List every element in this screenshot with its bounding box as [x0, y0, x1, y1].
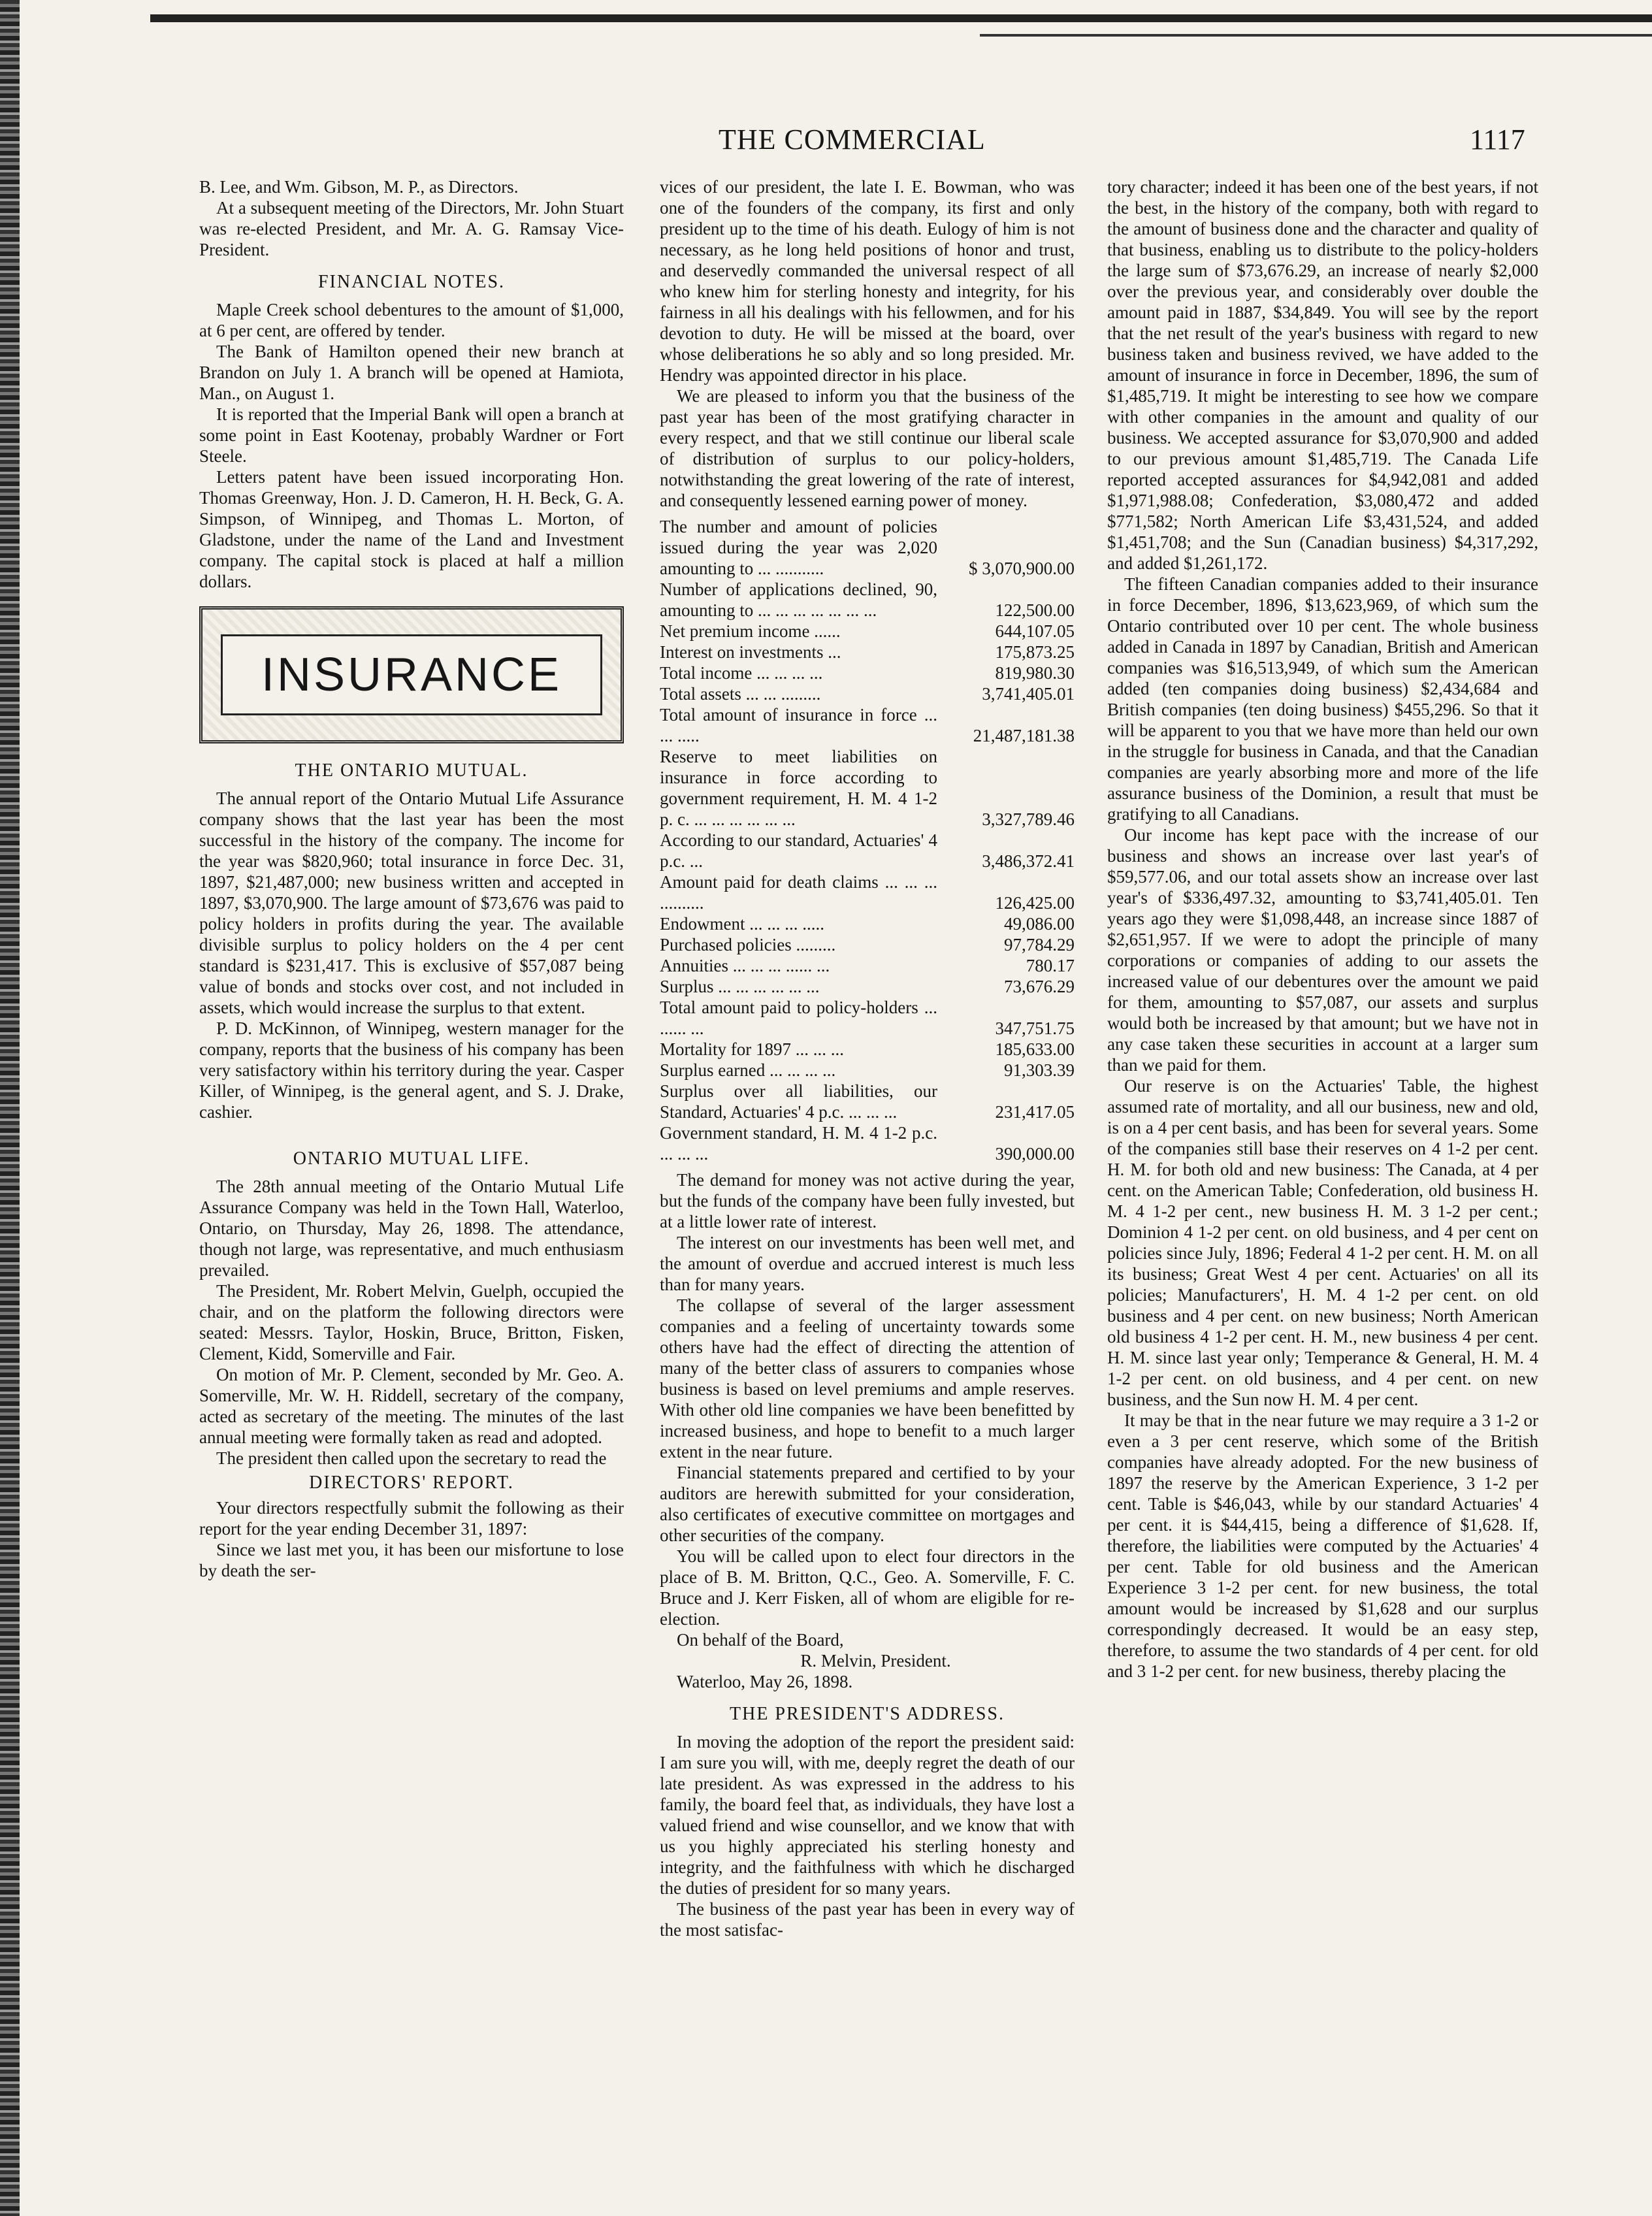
financial-row	[660, 621, 1075, 642]
column-3	[1107, 176, 1538, 1682]
financial-row-label: Government standard, H. M. 4 1-2 p.c. ... ... ...	[660, 1123, 937, 1164]
signature-line: On behalf of the Board,	[677, 1630, 844, 1650]
paragraph: It may be that in the near future we may require a 3 1-2 or even a 3 per cent reserve, which some of the British companies have already adopted. For the new business of 1897 the reserve by the American Experience, 3 1-2 per cent. Table is $46,043, while by our standard Actuaries' 4 per cent. it is $44,415, being a difference of $1,628. If, therefore, the liabilities were computed by the Actuaries' 4 per cent. Table for old business and the American Experience 3 1-2 per cent. for new business, the total amount would be increased by $1,628 and our surplus correspondingly decreased. It would be an easy step, therefore, to assume the two standards of 4 per cent. for old and 3 1-2 per cent. for new business, thereby placing the	[1107, 1410, 1538, 1681]
financial-row	[660, 704, 1075, 746]
financial-row-label: Annuities ... ... ... ...... ...	[660, 956, 830, 975]
financial-row-amount: 347,751.75	[995, 1018, 1075, 1038]
financial-row-label: Surplus ... ... ... ... ... ...	[660, 977, 820, 996]
financial-row-label: Total assets ... ... .........	[660, 684, 821, 704]
financial-row-amount: 97,784.29	[1004, 935, 1075, 954]
paragraph: Our reserve is on the Actuaries' Table, the highest assumed rate of mortality, and all our business, new and old, is on a 4 per cent basis, and has been for several years. Some of the companies still base their reserves on 4 1-2 per cent. H. M. for both old and new business: The Canada, at 4 per cent. on the American Table; Confederation, old business H. M. 4 1-2 per cent., new business H. M. 3 1-2 per cent.; Dominion 4 1-2 per cent. on old business, and 4 per cent on policies since July, 1896; Federal 4 1-2 per cent. H. M. on all its business; Great West 4 per cent. Actuaries' on all its policies; Manufacturers', H. M. 4 1-2 per cent. on old business and 4 per cent. on new business; North American old business 4 1-2 per cent. H. M., new business 4 per cent. H. M. since last year only; Temperance & General, H. M. 4 1-2 per cent. on old business, and 4 per cent. on new business, and the Sun now H. M. 4 per cent.	[1107, 1076, 1538, 1409]
financial-row-label: Net premium income ......	[660, 621, 841, 641]
financial-row-label: Purchased policies .........	[660, 935, 836, 954]
publication-title: THE COMMERCIAL	[719, 123, 986, 155]
financial-row	[660, 579, 1075, 621]
insurance-banner	[199, 606, 624, 743]
section-heading-presidents-address: THE PRESIDENT'S ADDRESS.	[730, 1704, 1005, 1724]
financial-row-label: Reserve to meet liabilities on insurance in force according to government requirement, H. M. 4 1-2 p. c. ... ... ... ... ... ...	[660, 747, 937, 829]
financial-row	[660, 872, 1075, 913]
paragraph: Our income has kept pace with the increase of our business and shows an increase over last year's of $59,577.06, and our total assets show an increase over last year's of $336,497.32, amounting to $3,741,405.01. Ten years ago they were $1,098,448, an increase since 1887 of $2,651,957. If we were to adopt the principle of many corporations or companies of adding to our assets the increased value of our debentures over the amount we paid for them, amounting to $57,087, our assets and surplus would both be increased by that amount; but we have not in any case taken these securities in account at a larger sum than we paid for them.	[1107, 825, 1538, 1075]
insurance-banner-text: INSURANCE	[261, 649, 562, 701]
financial-row-label: The number and amount of policies issued during the year was 2,020 amounting to ... ...........	[660, 517, 937, 578]
financial-row-amount: 3,486,372.41	[982, 851, 1075, 871]
financial-row	[660, 913, 1075, 934]
financial-row-amount: 21,487,181.38	[973, 726, 1075, 745]
financial-row	[660, 955, 1075, 976]
section-heading-directors-report: DIRECTORS' REPORT.	[309, 1473, 514, 1493]
paragraph: The annual report of the Ontario Mutual Life Assurance company shows that the last year has been the most successful in the history of the company. The income for the year was $820,960; total insurance in force Dec. 31, 1897, $21,487,000; new business written and accepted in 1897, $3,070,900. The large amount of $73,676 was paid to policy holders in profits during the year. The available divisible surplus to policy holders on the 4 per cent standard is $231,417. This is exclusive of $57,087 being value of bonds and stocks over cost, and not included in assets, which would increase the surplus to that extent.	[199, 789, 624, 1017]
paragraph: The demand for money was not active during the year, but the funds of the company have been fully invested, but at a little lower rate of interest.	[660, 1170, 1075, 1231]
paragraph: Letters patent have been issued incorporating Hon. Thomas Greenway, Hon. J. D. Cameron, H. H. Beck, G. A. Simpson, of Winnipeg, and Thomas L. Morton, of Gladstone, under the name of the Land and Investment company. The capital stock is placed at half a million dollars.	[199, 467, 624, 591]
paragraph: The business of the past year has been in every way of the most satisfac-	[660, 1899, 1075, 1940]
financial-row-amount: 644,107.05	[995, 621, 1075, 641]
paragraph: P. D. McKinnon, of Winnipeg, western manager for the company, reports that the business of his company has been very satisfactory within his territory during the year. Casper Killer, of Winnipeg, is the general agent, and S. J. Drake, cashier.	[199, 1018, 624, 1122]
page-binding-edge	[0, 0, 20, 2216]
financial-row-label: Mortality for 1897 ... ... ...	[660, 1039, 844, 1059]
paragraph: B. Lee, and Wm. Gibson, M. P., as Directors.	[199, 177, 519, 197]
paragraph: Since we last met you, it has been our misfortune to lose by death the ser-	[199, 1540, 624, 1580]
page-number: 1117	[1470, 123, 1525, 155]
financial-row-label: Surplus earned ... ... ... ...	[660, 1060, 836, 1080]
financial-row-amount: $ 3,070,900.00	[969, 559, 1075, 578]
paragraph: Financial statements prepared and certified to by your auditors are herewith submitted for your consideration, also certificates of executive committee on mortgages and other securities of the company.	[660, 1463, 1075, 1545]
paragraph: Maple Creek school debentures to the amount of $1,000, at 6 per cent, are offered by tender.	[199, 300, 624, 340]
paragraph: tory character; indeed it has been one of the best years, if not the best, in the history of the company, both with regard to the amount of business done and the character and quality of that business, enabling us to distribute to the policy-holders the large sum of $73,676.29, an increase of nearly $2,000 over the previous year, and considerably over double the amount paid in 1887, $34,849. You will see by the report that the net result of the year's business with regard to new business taken and business revived, we have added to the amount of insurance in force in December, 1896, the sum of $1,485,719. It might be interesting to see how we compare with other companies in the amount and quality of our business. We accepted assurance for $3,070,900 and added to our previous amount $1,485,719. The Canada Life reported accepted assurances for $4,942,081 and added $1,971,988.08; Confederation, $3,080,472 and added $771,582; North American Life $3,431,524, and added $1,451,708; and the Sun (Canadian business) $4,317,292, and added $1,261,172.	[1107, 177, 1538, 573]
financial-row	[660, 830, 1075, 872]
financial-row-label: Interest on investments ...	[660, 642, 841, 662]
financial-row-amount: 175,873.25	[995, 642, 1075, 662]
financial-row-amount: 231,417.05	[995, 1102, 1075, 1122]
financial-row-amount: 185,633.00	[995, 1039, 1075, 1059]
financial-row-label: Endowment ... ... ... .....	[660, 914, 824, 934]
paragraph: We are pleased to inform you that the business of the past year has been of the most gratifying character in every respect, and that we still continue our liberal scale of distribution of surplus to our policy-holders, notwithstanding the great lowering of the rate of interest, and consequently lessened earning power of money.	[660, 386, 1075, 510]
financial-row	[660, 1122, 1075, 1164]
paragraph: The collapse of several of the larger assessment companies and a feeling of uncertainty towards some others have had the effect of directing the attention of many of the better class of assurers to companies whose business is based on level premiums and ample reserves. With other old line companies we have been benefitted by increased business, and hope to benefit to a much larger extent in the near future.	[660, 1295, 1075, 1461]
paragraph: vices of our president, the late I. E. Bowman, who was one of the founders of the company, its first and only president up to the time of his death. Eulogy of him is not necessary, as he long held positions of honor and trust, and deservedly commanded the universal respect of all who knew him for sterling honesty and integrity, for his fairness in all his dealings with his fellowmen, and for his devotion to duty. He will be missed at the board, over whose deliberations he so ably and so long presided. Mr. Hendry was appointed director in his place.	[660, 177, 1075, 385]
financial-row-label: Surplus over all liabilities, our Standard, Actuaries' 4 p.c. ... ... ...	[660, 1081, 937, 1122]
financial-row-label: Total income ... ... ... ...	[660, 663, 823, 683]
paragraph: In moving the adoption of the report the president said: I am sure you will, with me, deeply regret the death of our late president. As was expressed in the address to his family, the board feel that, as individuals, they have lost a valued friend and wise counsellor, and we know that with us you highly appreciated his sterling honesty and integrity, and the faithfulness with which he discharged the duties of president for so many years.	[660, 1732, 1075, 1898]
paragraph: At a subsequent meeting of the Directors, Mr. John Stuart was re-elected President, and Mr. A. G. Ramsay Vice-President.	[199, 198, 624, 259]
financial-row	[660, 1039, 1075, 1060]
financial-row-label: Total amount of insurance in force ... ... .....	[660, 705, 937, 745]
financial-statement-table	[660, 516, 1075, 1164]
financial-row-amount: 49,086.00	[1004, 914, 1075, 934]
financial-row	[660, 976, 1075, 997]
paragraph: The 28th annual meeting of the Ontario Mutual Life Assurance Company was held in the Town Hall, Waterloo, Ontario, on Thursday, May 26, 1898. The attendance, though not large, was representative, and much enthusiasm prevailed.	[199, 1177, 624, 1280]
financial-row-label: Amount paid for death claims ... ... ... ..........	[660, 872, 937, 913]
financial-row	[660, 1081, 1075, 1122]
paragraph: The president then called upon the secretary to read the	[216, 1448, 607, 1468]
signature-name: R. Melvin, President.	[800, 1651, 951, 1670]
paragraph: On motion of Mr. P. Clement, seconded by Mr. Geo. A. Somerville, Mr. W. H. Riddell, secretary of the company, acted as secretary of the meeting. The minutes of the last annual meeting were formally taken as read and adopted.	[199, 1365, 624, 1447]
financial-row-amount: 819,980.30	[995, 663, 1075, 683]
financial-row-amount: 91,303.39	[1004, 1060, 1075, 1080]
paragraph: It is reported that the Imperial Bank will open a branch at some point in East Kootenay, probably Wardner or Fort Steele.	[199, 404, 624, 466]
financial-row	[660, 746, 1075, 830]
page-header	[150, 123, 1613, 162]
section-heading-ontario-mutual: THE ONTARIO MUTUAL.	[295, 760, 528, 781]
paragraph: The Bank of Hamilton opened their new branch at Brandon on July 1. A branch will be opened at Hamiota, Man., on August 1.	[199, 342, 624, 403]
financial-row	[660, 642, 1075, 662]
signature-date: Waterloo, May 26, 1898.	[677, 1672, 853, 1691]
column-1	[199, 176, 624, 1581]
paragraph: The fifteen Canadian companies added to their insurance in force December, 1896, $13,623,969, of which sum the Ontario contributed over 10 per cent. The whole business added in Canada in 1897 by Canadian, British and American companies was $16,513,949, of which sum the American added (ten companies doing business) $2,434,684 and British companies (ten doing business) $455,296. So that it will be apparent to you that we have more than held our own in the struggle for business in Canada, and that the Canadian companies are yearly absorbing more and more of the life assurance business of the Dominion, a result that must be gratifying to all Canadians.	[1107, 574, 1538, 824]
financial-row-amount: 122,500.00	[995, 600, 1075, 620]
financial-row	[660, 683, 1075, 704]
column-2	[660, 176, 1075, 1940]
financial-row-amount: 3,741,405.01	[982, 684, 1075, 704]
paragraph: The President, Mr. Robert Melvin, Guelph, occupied the chair, and on the platform the following directors were seated: Messrs. Taylor, Hoskin, Bruce, Britton, Fisken, Clement, Kidd, Somerville and Fair.	[199, 1281, 624, 1363]
financial-row-amount: 73,676.29	[1004, 977, 1075, 996]
financial-row	[660, 662, 1075, 683]
financial-row-amount: 3,327,789.46	[982, 809, 1075, 829]
top-rule-secondary	[980, 34, 1652, 37]
financial-row	[660, 1060, 1075, 1081]
financial-row-label: According to our standard, Actuaries' 4 p.c. ...	[660, 830, 937, 871]
section-heading-ontario-mutual-life: ONTARIO MUTUAL LIFE.	[293, 1149, 530, 1169]
paragraph: Your directors respectfully submit the following as their report for the year ending December 31, 1897:	[199, 1498, 624, 1539]
financial-row-amount: 126,425.00	[995, 893, 1075, 913]
financial-row-amount: 780.17	[1026, 956, 1075, 975]
financial-row-label: Number of applications declined, 90, amounting to ... ... ... ... ... ... ...	[660, 579, 937, 620]
financial-row-label: Total amount paid to policy-holders ... ...... ...	[660, 998, 937, 1038]
financial-row	[660, 516, 1075, 579]
paragraph: You will be called upon to elect four directors in the place of B. M. Britton, Q.C., Geo. A. Somerville, F. C. Bruce and J. Kerr Fisken, all of whom are eligible for re-election.	[660, 1546, 1075, 1629]
paragraph: The interest on our investments has been well met, and the amount of overdue and accrued interest is much less than for many years.	[660, 1233, 1075, 1294]
financial-row	[660, 997, 1075, 1039]
financial-row	[660, 934, 1075, 955]
top-rule	[150, 14, 1652, 22]
financial-row-amount: 390,000.00	[995, 1144, 1075, 1164]
section-heading-financial-notes: FINANCIAL NOTES.	[317, 272, 506, 292]
